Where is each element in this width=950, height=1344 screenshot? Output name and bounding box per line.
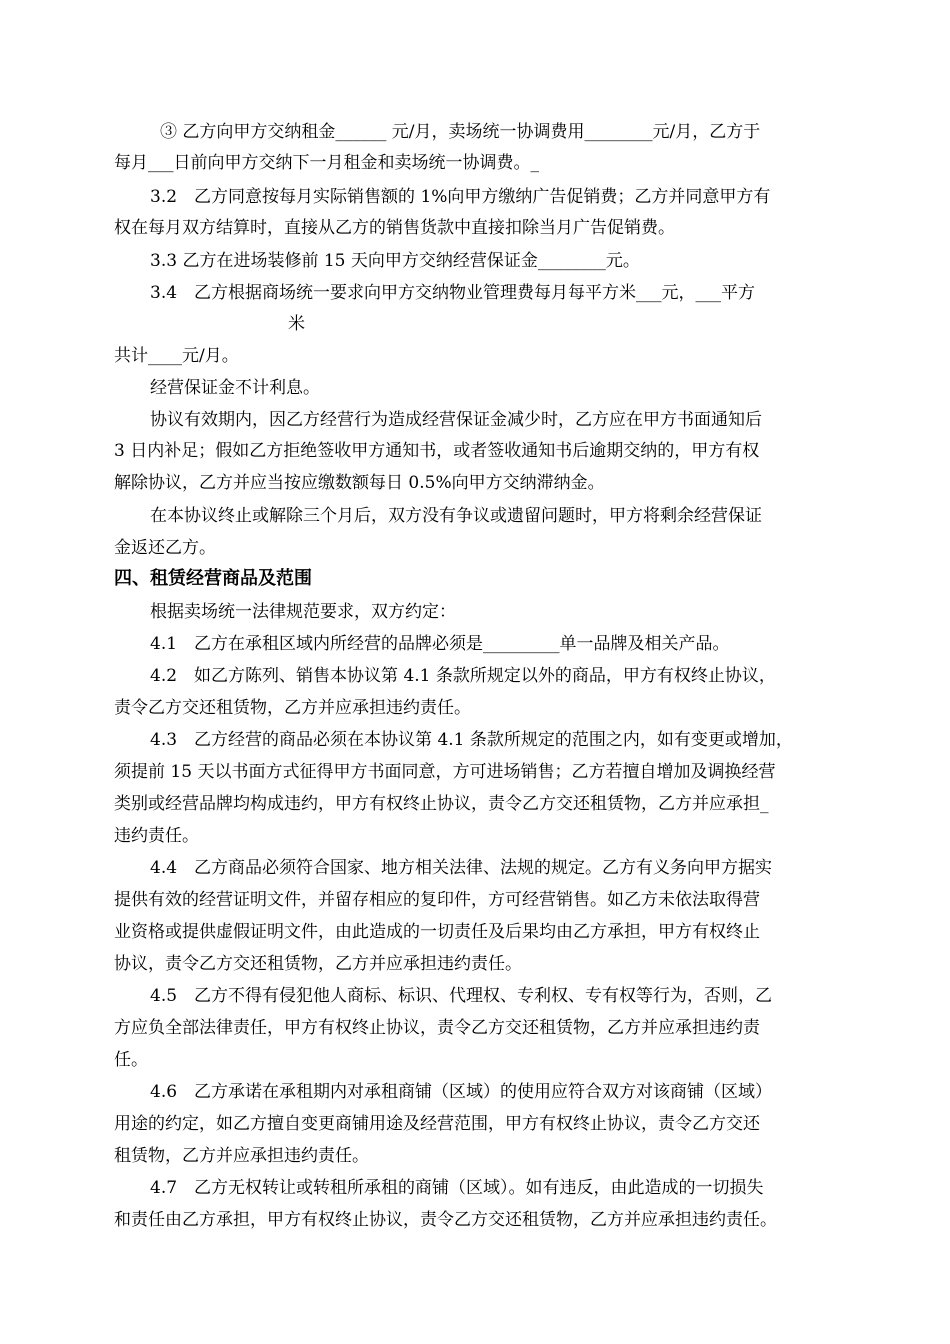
paragraph-line: 用途的约定，如乙方擅自变更商铺用途及经营范围，甲方有权终止协议，责令乙方交还 (114, 1114, 760, 1134)
paragraph-line: 解除协议，乙方并应当按应缴数额每日 0.5%向甲方交纳滞纳金。 (114, 473, 605, 493)
paragraph-line: 4.6 乙方承诺在承租期内对承租商铺（区域）的使用应符合双方对该商铺（区域） (150, 1082, 773, 1102)
paragraph-line: ③ 乙方向甲方交纳租金______ 元/月，卖场统一协调费用________元/月，乙方于 (160, 122, 761, 142)
paragraph-line: 须提前 15 天以书面方式征得甲方书面同意，方可进场销售；乙方若擅自增加及调换经营 (114, 762, 776, 782)
paragraph-line: 提供有效的经营证明文件，并留存相应的复印件，方可经营销售。如乙方未依法取得营 (114, 890, 760, 910)
paragraph-line: 类别或经营品牌均构成违约，甲方有权终止协议，责令乙方交还租赁物，乙方并应承担_ (114, 794, 769, 814)
paragraph-line: 4.1 乙方在承租区域内所经营的品牌必须是_________单一品牌及相关产品。 (150, 634, 730, 654)
paragraph-line: 业资格或提供虚假证明文件，由此造成的一切责任及后果均由乙方承担，甲方有权终止 (114, 922, 760, 942)
paragraph-line: 3.4 乙方根据商场统一要求向甲方交纳物业管理费每月每平方米___元，___平方 (150, 283, 756, 303)
paragraph-line: 违约责任。 (114, 826, 199, 846)
paragraph-line: 权在每月双方结算时，直接从乙方的销售货款中直接扣除当月广告促销费。 (114, 218, 675, 238)
paragraph-line: 责令乙方交还租赁物，乙方并应承担违约责任。 (114, 698, 471, 718)
paragraph-line: 在本协议终止或解除三个月后，双方没有争议或遗留问题时，甲方将剩余经营保证 (150, 506, 762, 526)
paragraph-line: 任。 (114, 1050, 148, 1070)
paragraph-line: 租赁物，乙方并应承担违约责任。 (114, 1146, 369, 1166)
paragraph-line: 协议有效期内，因乙方经营行为造成经营保证金减少时，乙方应在甲方书面通知后 (150, 410, 762, 430)
paragraph-line: 方应负全部法律责任，甲方有权终止协议，责令乙方交还租赁物，乙方并应承担违约责 (114, 1018, 760, 1038)
paragraph-line: 4.5 乙方不得有侵犯他人商标、标识、代理权、专利权、专有权等行为，否则，乙 (150, 986, 773, 1006)
paragraph-line: 3 日内补足；假如乙方拒绝签收甲方通知书，或者签收通知书后逾期交纳的，甲方有权 (114, 441, 760, 461)
section-heading: 四、租赁经营商品及范围 (114, 568, 312, 589)
paragraph-line: 米 (288, 314, 305, 334)
paragraph-line: 4.7 乙方无权转让或转租所承租的商铺（区域）。如有违反，由此造成的一切损失 (150, 1178, 764, 1198)
paragraph-line: 共计____元/月。 (114, 346, 239, 366)
paragraph-line: 协议，责令乙方交还租赁物，乙方并应承担违约责任。 (114, 954, 522, 974)
paragraph-line: 经营保证金不计利息。 (150, 378, 320, 398)
paragraph-line: 4.3 乙方经营的商品必须在本协议第 4.1 条款所规定的范围之内，如有变更或增加， (150, 730, 793, 750)
paragraph-line: 根据卖场统一法律规范要求，双方约定： (150, 602, 456, 622)
paragraph-line: 金返还乙方。 (114, 538, 216, 558)
paragraph-line: 和责任由乙方承担，甲方有权终止协议，责令乙方交还租赁物，乙方并应承担违约责任。 (114, 1210, 777, 1230)
paragraph-line: 4.4 乙方商品必须符合国家、地方相关法律、法规的规定。乙方有义务向甲方据实 (150, 858, 773, 878)
paragraph-line: 4.2 如乙方陈列、销售本协议第 4.1 条款所规定以外的商品，甲方有权终止协议， (150, 666, 776, 686)
paragraph-line: 每月___日前向甲方交纳下一月租金和卖场统一协调费。_ (114, 153, 539, 173)
paragraph-line: 3.2 乙方同意按每月实际销售额的 1%向甲方缴纳广告促销费；乙方并同意甲方有 (150, 187, 771, 207)
paragraph-line: 3.3 乙方在进场装修前 15 天向甲方交纳经营保证金________元。 (150, 251, 640, 271)
